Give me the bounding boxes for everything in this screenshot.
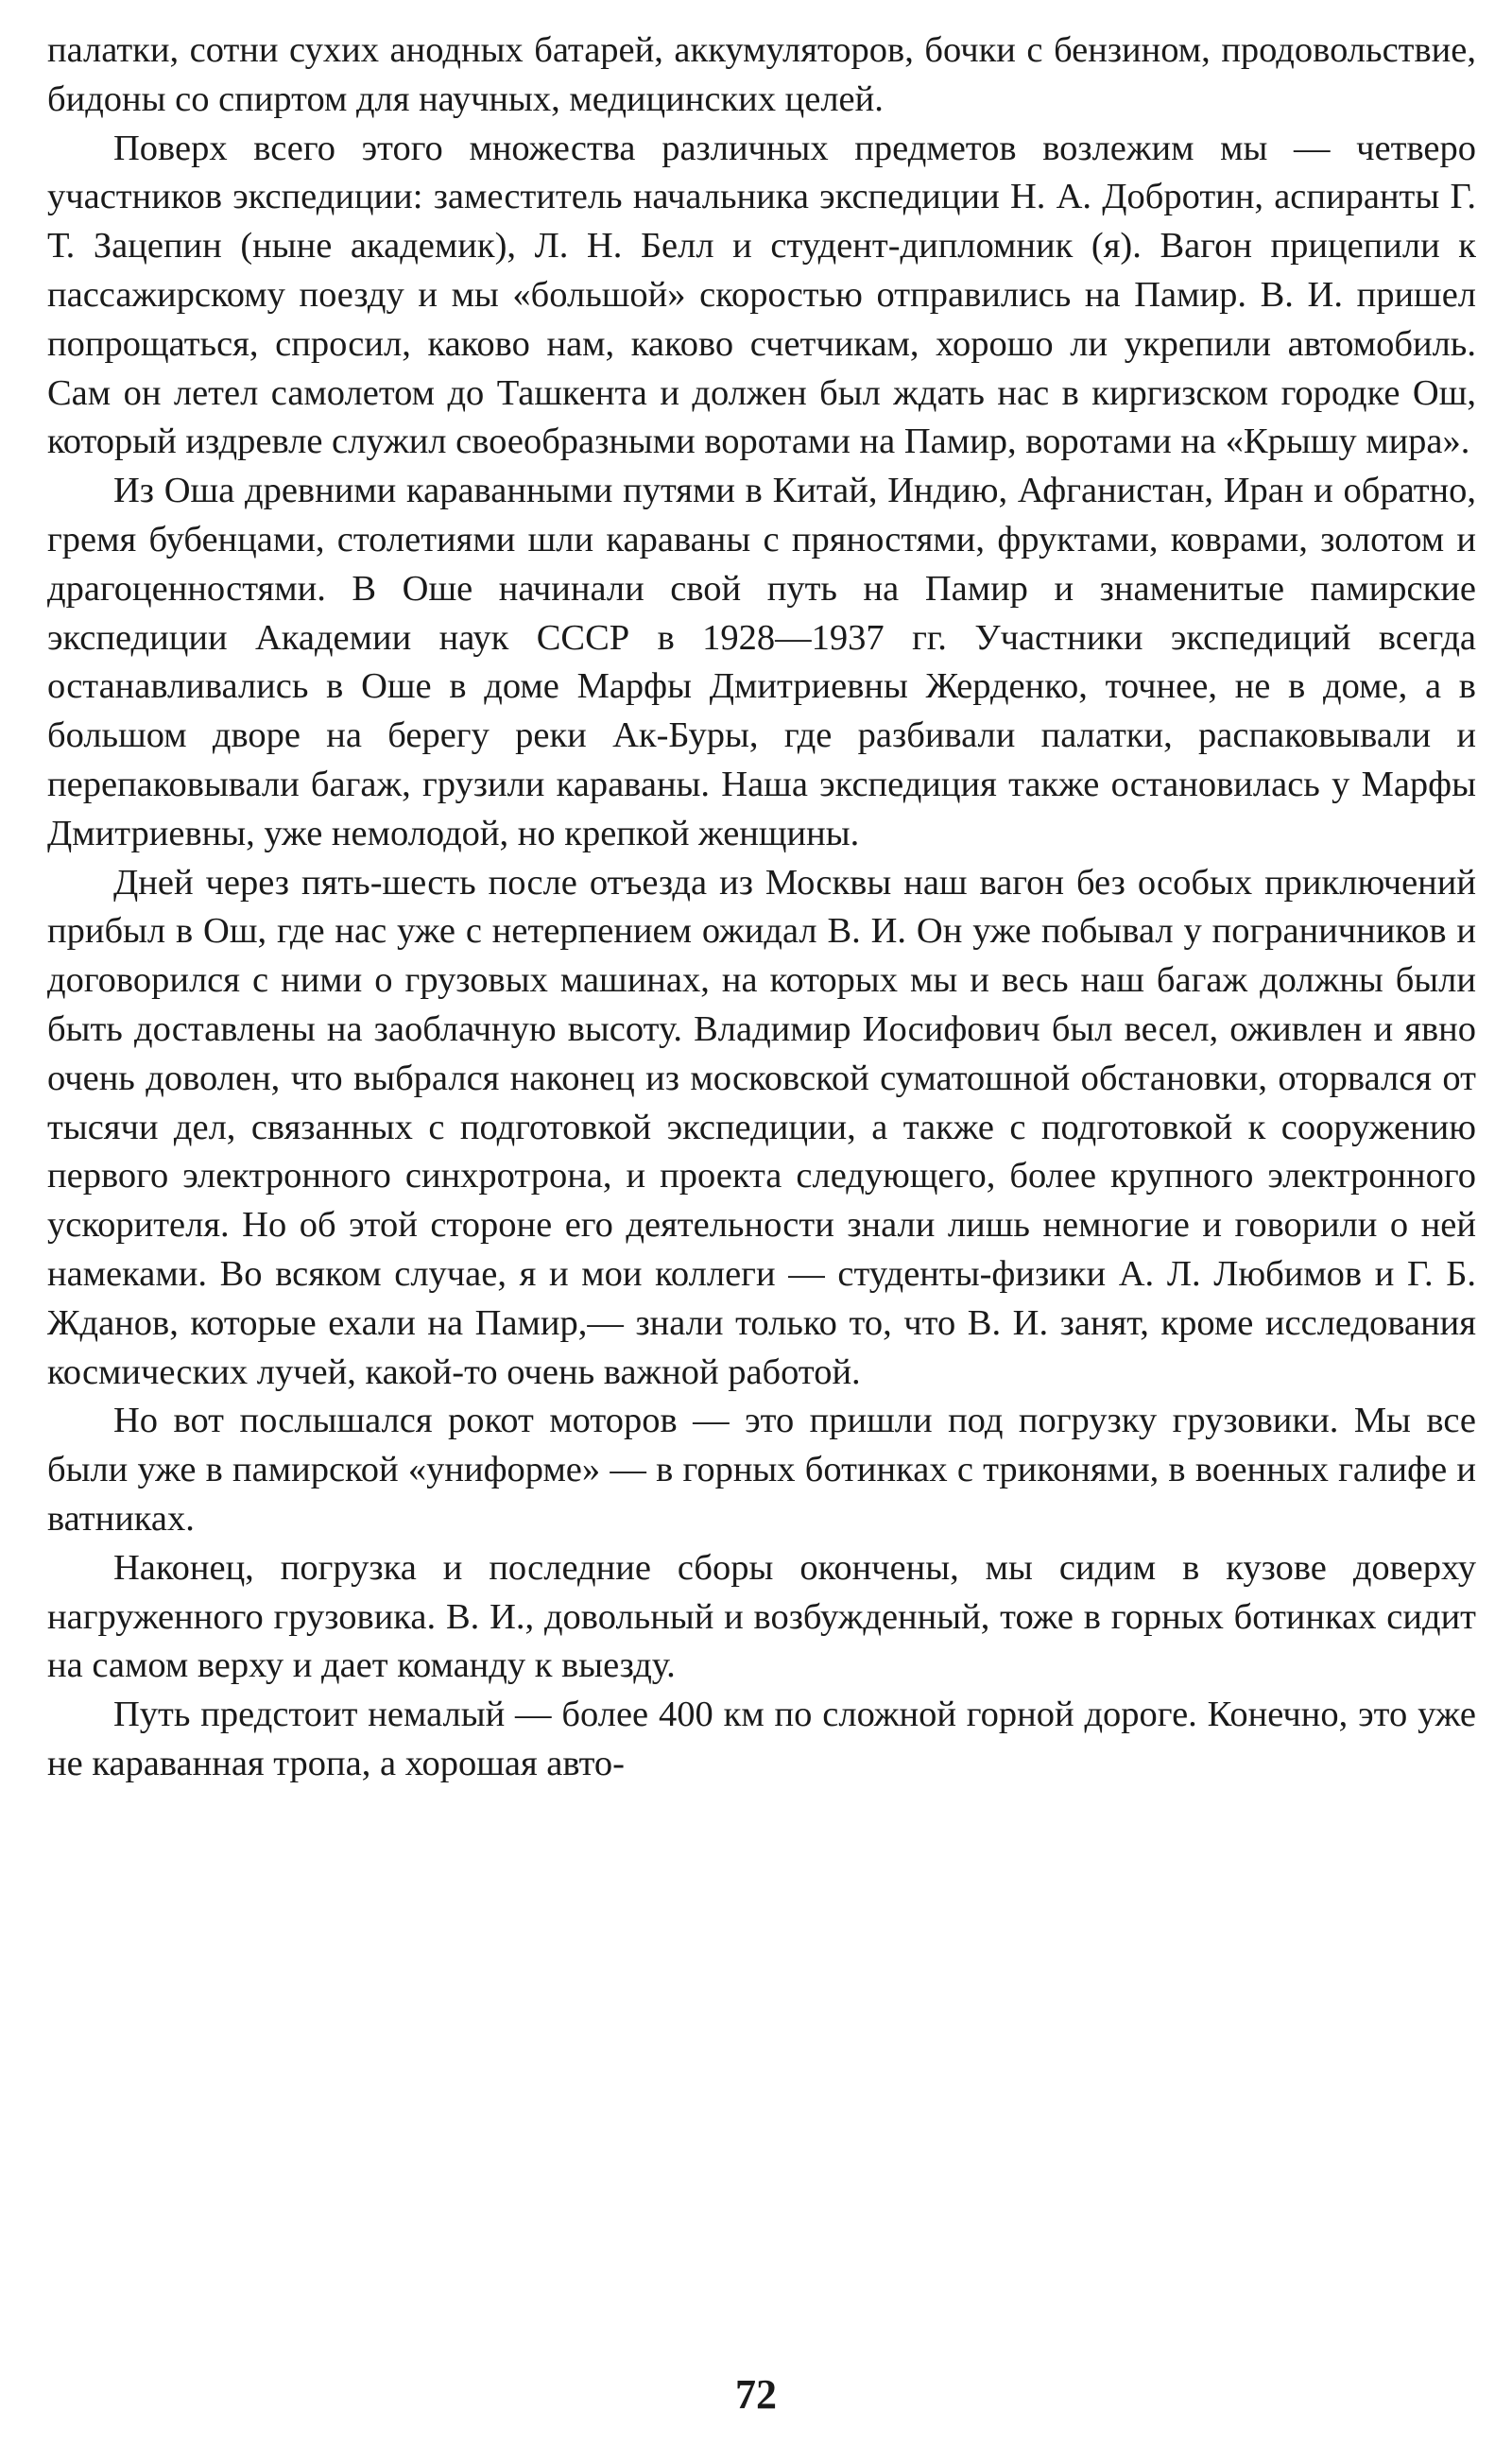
paragraph: Из Оша древними караванными путями в Китай, Индию, Афганистан, Иран и обратно, гремя бубенцами, столетиями шли караваны с пряностями, фруктами, коврами, золотом и драгоценностями. В Оше начинали свой путь на Памир и знаменитые памирские экспедиции Академии наук СССР в 1928—1937 гг. Участники экспедиций всегда останавливались в Оше в доме Марфы Дмитриевны Жерденко, точнее, не в доме, а в большом дворе на берегу реки Ак-Буры, где разбивали палатки, распаковывали и перепаковывали багаж, грузили караваны. Наша экспедиция также остановилась у Марфы Дмитриевны, уже немолодой, но крепкой женщины.: [47, 471, 1476, 853]
paragraph-continuation: палатки, сотни сухих анодных батарей, аккумуляторов, бочки с бензином, продовольствие, бидоны со спиртом для научных, медицинских целей.: [47, 30, 1476, 119]
paragraph: Но вот послышался рокот моторов — это пришли под погрузку грузовики. Мы все были уже в памирской «униформе» — в горных ботинках с триконями, в военных галифе и ватниках.: [47, 1401, 1476, 1539]
paragraph: Наконец, погрузка и последние сборы окончены, мы сидим в кузове доверху нагруженного грузовика. В. И., довольный и возбужденный, тоже в горных ботинках сидит на самом верху и дает команду к выезду.: [47, 1547, 1476, 1686]
page-number: 72: [735, 2371, 777, 2418]
paragraph: Дней через пять-шесть после отъезда из Москвы наш вагон без особых приключений прибыл в Ош, где нас уже с нетерпением ожидал В. И. Он уже побывал у пограничников и договорился с ними о грузовых машинах, на которых мы и весь наш багаж должны были быть доставлены на заоблачную высоту. Владимир Иосифович был весел, оживлен и явно очень доволен, что выбрался наконец из московской суматошной обстановки, оторвался от тысячи дел, связанных с подготовкой экспедиции, а также с подготовкой к сооружению первого электронного синхротрона, и проекта следующего, более крупного электронного ускорителя. Но об этой стороне его деятельности знали лишь немногие и говорили о ней намеками. Во всяком случае, я и мои коллеги — студенты-физики А. Л. Любимов и Г. Б. Жданов, которые ехали на Памир,— знали только то, что В. И. занят, кроме исследования космических лучей, какой-то очень важной работой.: [47, 862, 1476, 1392]
paragraph: Путь предстоит немалый — более 400 км по сложной горной дороге. Конечно, это уже не караванная тропа, а хорошая авто-: [47, 1695, 1476, 1783]
body-text: [47, 26, 1476, 1789]
paragraph: Поверх всего этого множества различных предметов возлежим мы — четверо участников экспедиции: заместитель начальника экспедиции Н. А. Добротин, аспиранты Г. Т. Зацепин (ныне академик), Л. Н. Белл и студент-дипломник (я). Вагон прицепили к пассажирскому поезду и мы «большой» скоростью отправились на Памир. В. И. пришел попрощаться, спросил, каково нам, каково счетчикам, хорошо ли укрепили автомобиль. Сам он летел самолетом до Ташкента и должен был ждать нас в киргизском городке Ош, который издревле служил своеобразными воротами на Памир, воротами на «Крышу мира».: [47, 128, 1476, 462]
